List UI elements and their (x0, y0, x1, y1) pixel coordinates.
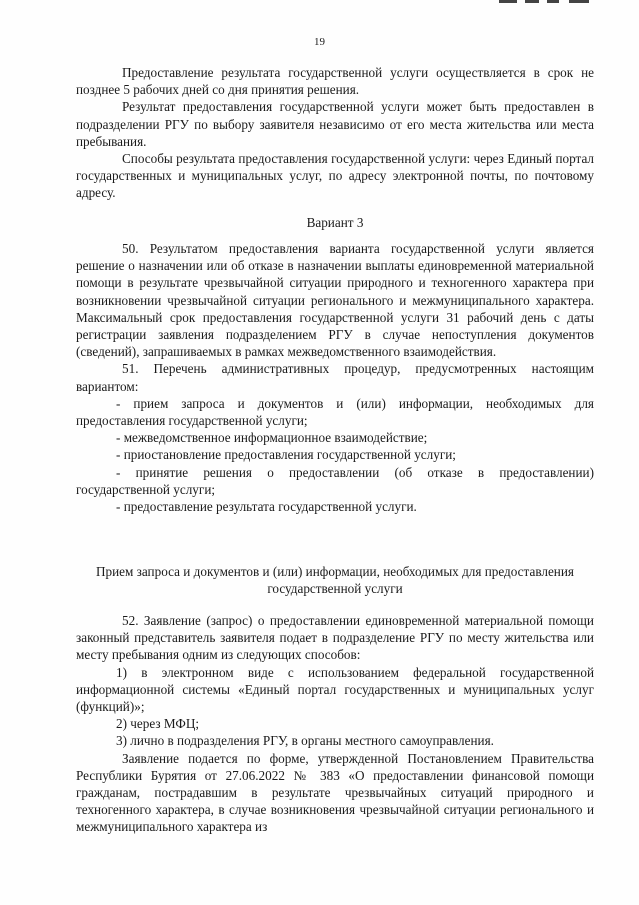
list-item: - прием запроса и документов и (или) информации, необходимых для предоставления государственной услуги; (76, 395, 594, 429)
paragraph-50: 50. Результатом предоставления варианта государственной услуги является решение о назначении или об отказе в назначении выплаты единовременной материальной помощи в результате чрезвычайной ситуации природного и техногенного характера при возникновении чрезвычайной ситуации регионального и межмуниципального характера. Максимальный срок предоставления государственной услуги 31 рабочий день с даты регистрации заявления подразделением РГУ в случае непоступления документов (сведений), запрашиваемых в рамках межведомственного взаимодействия. (76, 241, 594, 360)
list-item: 3) лично в подразделения РГУ, в органы местного самоуправления. (116, 733, 494, 749)
subheading-block (76, 563, 594, 597)
list-item: - принятие решения о предоставлении (об отказе в предоставлении) государственной услуги; (76, 464, 594, 497)
paragraph-52: 52. Заявление (запрос) о предоставлении единовременной материальной помощи законный представитель заявителя подает в подразделение РГУ по месту жительства или месту пребывания одним из следующих способов: (76, 613, 594, 663)
list-item: - предоставление результата государственной услуги. (116, 499, 417, 515)
paragraph: Предоставление результата государственной услуги осуществляется в срок не позднее 5 рабочих дней со дня принятия решения. (76, 65, 594, 98)
section-subheading: Прием запроса и документов и (или) информации, необходимых для предоставления государственной услуги (95, 564, 574, 597)
list-item: - приостановление предоставления государственной услуги; (116, 447, 456, 463)
scan-marks (499, 0, 599, 4)
variant-section (76, 240, 594, 515)
paragraph-51: 51. Перечень административных процедур, предусмотренных настоящим вариантом: (76, 361, 594, 394)
list-item: 1) в электронном виде с использованием федеральной государственной информационной системы «Единый портал государственных и муниципальных услуг (функций)»; (76, 664, 594, 715)
application-section (76, 612, 594, 836)
paragraph: Результат предоставления государственной услуги может быть предоставлен в подразделении РГУ по выбору заявителя независимо от его места жительства или места пребывания. (76, 99, 594, 149)
page-number: 19 (314, 36, 325, 48)
list-item: 2) через МФЦ; (116, 716, 200, 732)
variant-heading: Вариант 3 (306, 215, 364, 230)
list-item: - межведомственное информационное взаимодействие; (116, 430, 428, 446)
result-delivery-section (76, 64, 594, 202)
variant-heading-block (76, 214, 594, 231)
paragraph: Заявление подается по форме, утвержденной Постановлением Правительства Республики Бурятия от 27.06.2022 № 383 «О предоставлении финансовой помощи гражданам, пострадавшим в результате чрезвычайных ситуаций природного и техногенного характера, в случае возникновения чрезвычайной ситуации регионального и межмуниципального характера из (76, 750, 594, 835)
paragraph: Способы результата предоставления государственной услуги: через Единый портал государственных и муниципальных услуг, по адресу электронной почты, по почтовому адресу. (76, 151, 594, 201)
